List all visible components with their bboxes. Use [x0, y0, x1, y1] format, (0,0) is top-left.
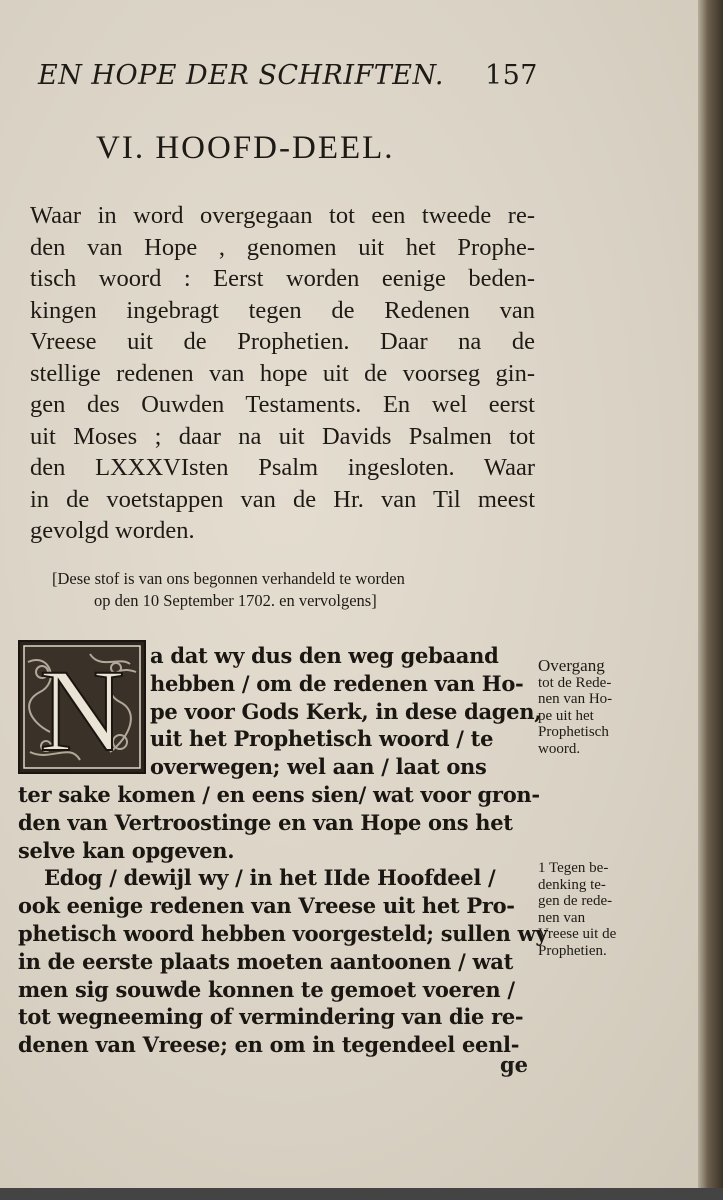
margin-line: Vreese uit de: [538, 926, 617, 942]
summary-line: gevolgd worden.: [30, 517, 195, 544]
summary-line: den LXXXVIsten Psalm ingesloten. Waar: [30, 454, 535, 481]
margin-line: nen van: [538, 909, 586, 926]
summary-line: kingen ingebragt tegen de Redenen van: [30, 296, 535, 324]
note-line-1: [Dese stof is van ons begonnen verhandeld te worden: [52, 569, 405, 588]
body-line: a dat wy dus den weg gebaand: [150, 643, 499, 668]
date-note: [52, 568, 512, 612]
summary-line: stellige redenen van hope uit de voorseg gin-: [30, 359, 535, 387]
note-line-2: op den 10 September 1702. en vervolgens]: [94, 591, 377, 610]
summary-line: gen des Ouwden Testaments. En wel eerst: [30, 391, 535, 418]
body-line: in de eerste plaats moeten aantoonen / wat: [18, 948, 513, 974]
body-line: selve kan opgeven.: [18, 837, 235, 863]
margin-note-2: [538, 860, 638, 959]
summary-line: Waar in word overgegaan tot een tweede re-: [30, 202, 535, 229]
body-line: tot wegneeming of vermindering van die re-: [18, 1004, 524, 1030]
chapter-summary: [30, 200, 535, 547]
body-text: [18, 642, 548, 1059]
body-line: denen van Vreese; en om in tegendeel eenl-: [18, 1032, 520, 1058]
catchword: ge: [500, 1052, 529, 1077]
body-line: pe voor Gods Kerk, in dese dagen,: [150, 698, 542, 724]
margin-line: gen de rede-: [538, 893, 613, 909]
margin-line: denking te-: [538, 876, 606, 893]
body-line: overwegen; wel aan / laat ons: [150, 754, 487, 780]
body-line: uit het Prophetisch woord / te: [150, 726, 494, 752]
margin-line: 1 Tegen be-: [538, 860, 609, 876]
chapter-heading: VI. HOOFD-DEEL.: [96, 130, 395, 166]
summary-line: Vreese uit de Prophetien. Daar na de: [30, 328, 535, 355]
summary-line: uit Moses ; daar na uit Davids Psalmen tot: [30, 422, 535, 450]
margin-note-1: [538, 658, 638, 757]
margin-line: pe uit het: [538, 707, 594, 724]
running-head: [38, 60, 538, 91]
margin-line: tot de Rede-: [538, 674, 612, 691]
margin-line: nen van Ho-: [538, 691, 613, 707]
margin-line: Prophetien.: [538, 942, 607, 959]
book-edge: [698, 0, 723, 1200]
body-line: men sig souwde konnen te gemoet voeren /: [18, 976, 515, 1002]
body-line: hebben / om de redenen van Ho-: [150, 670, 524, 696]
body-line: Edog / dewijl wy / in het IIde Hoofdeel /: [44, 865, 496, 891]
margin-line: Overgang: [538, 656, 605, 675]
body-line: den van Vertroostinge en van Hope ons het: [18, 809, 513, 835]
running-head-title: EN HOPE DER SCHRIFTEN.: [38, 60, 444, 91]
page-number: 157: [484, 60, 538, 91]
drop-cap-letter: N: [39, 645, 125, 772]
body-line: ook eenige redenen van Vreese uit het Pro-: [18, 893, 515, 919]
body-line: ter sake komen / en eens sien/ wat voor gron-: [18, 781, 540, 807]
margin-line: Prophetisch: [538, 724, 609, 740]
body-line: phetisch woord hebben voorgesteld; sullen wy: [18, 920, 548, 946]
summary-line: tisch woord : Eerst worden eenige beden-: [30, 265, 535, 292]
summary-line: in de voetstappen van de Hr. van Til meest: [30, 485, 535, 513]
summary-line: den van Hope , genomen uit het Prophe-: [30, 233, 535, 261]
background-edge: [0, 1188, 723, 1200]
margin-line: woord.: [538, 740, 581, 757]
